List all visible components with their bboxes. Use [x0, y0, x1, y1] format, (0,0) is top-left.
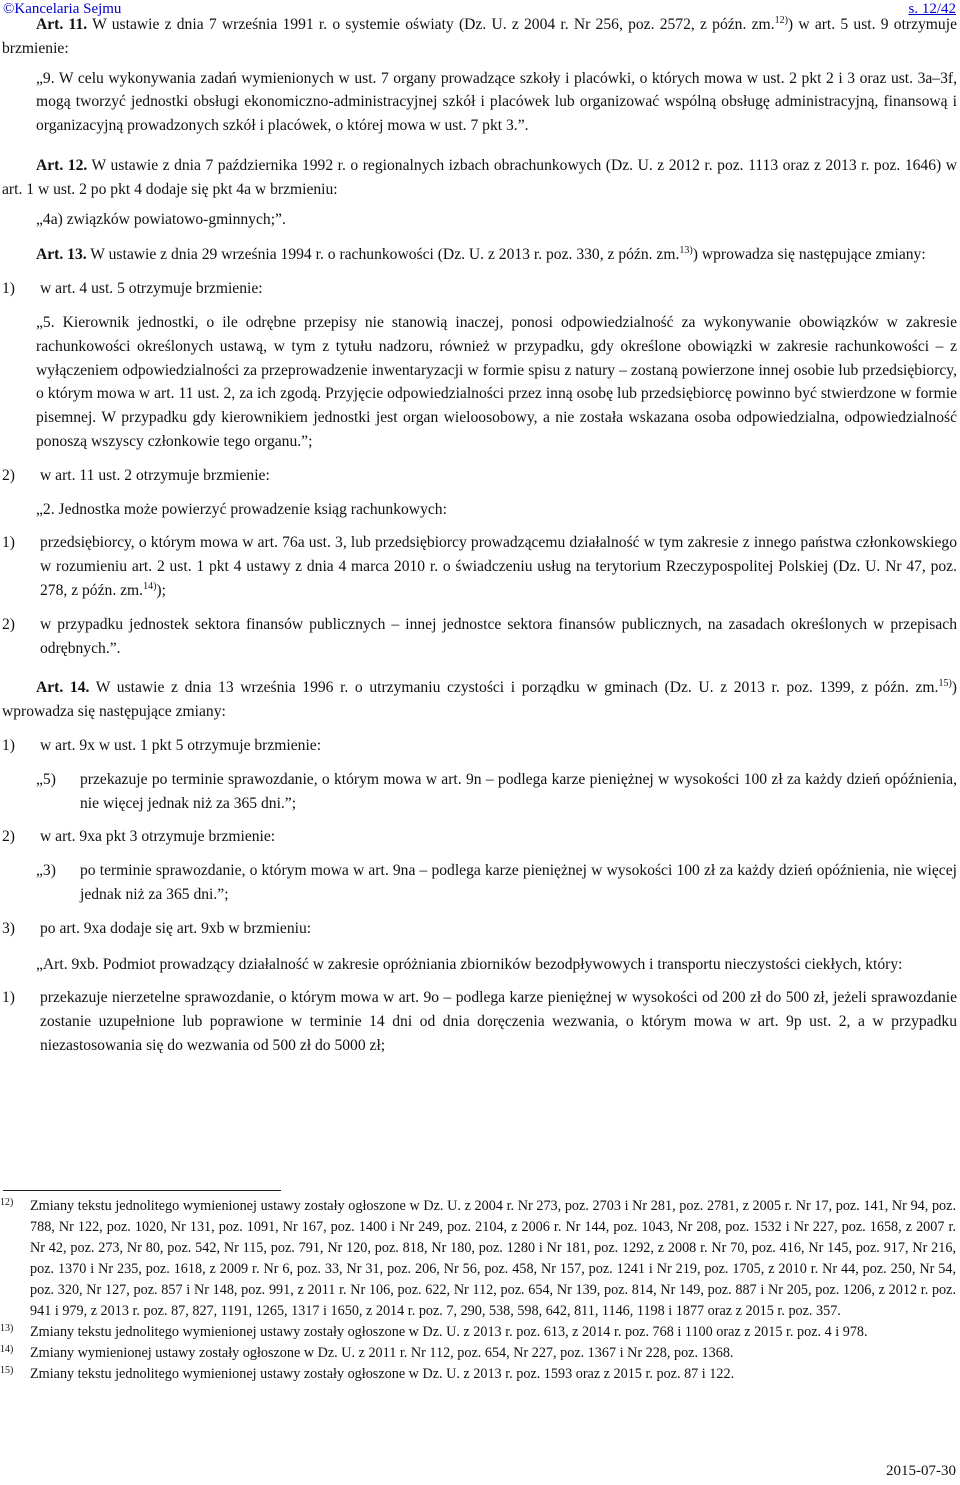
footnotes [0, 1196, 956, 1385]
footnote-12 [0, 1196, 956, 1322]
article-14 [2, 676, 957, 724]
article-13-text-after: ) wprowadza się następujące zmiany: [692, 246, 926, 264]
footnote-number: 12) [0, 1197, 14, 1208]
footnote-14 [0, 1343, 956, 1364]
article-12-quote: „4a) związków powiatowo-gminnych;”. [36, 210, 286, 228]
article-14-label: Art. 14. [36, 679, 90, 697]
quote-number: „5) [36, 770, 56, 788]
footnote-ref-15[interactable]: 15) [938, 678, 952, 690]
item-number: 3) [2, 919, 15, 937]
article-13-label: Art. 13. [36, 246, 87, 264]
quote-text: po terminie sprawozdanie, o którym mowa w art. 9na – podlega karze pieniężnej w wysokości 100 zł za każdy dzień opóźnienia, nie więcej jednak niż za 365 dni.”; [80, 862, 957, 903]
footnote-text: Zmiany wymienionej ustawy zostały ogłoszone w Dz. U. z 2011 r. Nr 112, poz. 654, Nr 227, poz. 1367 i Nr 228, poz. 1368. [30, 1345, 734, 1361]
article-12-text: W ustawie z dnia 7 października 1992 r. o regionalnych izbach obrachunkowych (Dz. U. z 2012 r. poz. 1113 oraz z 2013 r. poz. 1646) w art. 1 w ust. 2 po pkt 4 dodaje się pkt 4a w brzmieniu: [2, 156, 957, 198]
item-text: w przypadku jednostek sektora finansów publicznych – innej jednostce sektora finansów publicznych, na zasadach określonych w przepisach odrębnych.”. [40, 615, 957, 657]
article-13-text: W ustawie z dnia 29 września 1994 r. o rachunkowości (Dz. U. z 2013 r. poz. 330, z późn. zm. [86, 246, 680, 264]
article-13-quote-2-item-1 [2, 531, 957, 602]
footnote-ref-13[interactable]: 13) [679, 245, 693, 257]
item-number: 2) [2, 828, 15, 846]
article-14-quote-3-lead: „Art. 9xb. Podmiot prowadzący działalność w zakresie opróżniania zbiorników bezodpływowych i transportu nieczystości ciekłych, który: [36, 955, 903, 973]
article-11-text-after: ) w art. 5 ust. 9 otrzymuje brzmienie: [2, 16, 957, 57]
item-text: w art. 9x w ust. 1 pkt 5 otrzymuje brzmienie: [40, 736, 322, 754]
article-11-label: Art. 11. [36, 16, 88, 33]
article-12 [2, 154, 957, 202]
document-date: 2015-07-30 [886, 1463, 956, 1479]
article-13 [2, 243, 957, 267]
item-number: 2) [2, 466, 15, 484]
article-14-text: W ustawie z dnia 13 września 1996 r. o utrzymaniu czystości i porządku w gminach (Dz. U. z 2013 r. poz. 1399, z późn. zm. [89, 679, 939, 697]
article-11 [2, 13, 957, 61]
article-13-quote-1: „5. Kierownik jednostki, o ile odrębne przepisy nie stanowią inaczej, ponosi odpowiedzialność za wykonywanie obowiązków w zakresie rachunkowości określonych ustawą, w tym z tytułu nadzoru, również w przypadku, gdy określone obowiązki w zakresie rachunkowości – z wyłączeniem odpowiedzialności za przeprowadzenie inwentaryzacji w formie spisu z natury – zostaną powierzone innej osobie lub przedsiębiorcy, o którym mowa w art. 11 ust. 2, za ich zgodą. Przyjęcie odpowiedzialności przez inną osobę lub przedsiębiorcę powinno być stwierdzone w formie pisemnej. W przypadku gdy kierownikiem jednostki jest organ wieloosobowy, a nie została wskazana osoba odpowiedzialna, odpowiedzialność ponoszą wszyscy członkowie tego organu.”; [36, 313, 957, 450]
item-text: w art. 9xa pkt 3 otrzymuje brzmienie: [40, 828, 276, 846]
article-14-text-after: ) wprowadza się następujące zmiany: [2, 679, 957, 721]
article-13-quote-2-lead: „2. Jednostka może powierzyć prowadzenie ksiąg rachunkowych: [36, 500, 447, 518]
footnote-divider [3, 1190, 281, 1191]
article-13-item-1 [2, 277, 957, 301]
article-12-label: Art. 12. [36, 156, 88, 174]
item-number: 1) [2, 534, 15, 552]
item-number: 1) [2, 989, 15, 1007]
footnote-number: 15) [0, 1365, 14, 1376]
item-number: 1) [2, 280, 15, 298]
item-text: w art. 11 ust. 2 otrzymuje brzmienie: [40, 466, 270, 484]
footnote-text: Zmiany tekstu jednolitego wymienionej ustawy zostały ogłoszone w Dz. U. z 2004 r. Nr 273, poz. 2703 i Nr 281, poz. 2781, z 2005 r. Nr 17, poz. 141, Nr 94, poz. 788, Nr 122, poz. 1020, Nr 131, poz. 1091, Nr 167, poz. 1400 i Nr 249, poz. 2104, z 2006 r. Nr 144, poz. 1043, Nr 208, poz. 1532 i Nr 227, poz. 1658, z 2007 r. Nr 42, poz. 273, Nr 80, poz. 542, Nr 115, poz. 791, Nr 120, poz. 818, Nr 180, poz. 1280 i Nr 181, poz. 1292, z 2008 r. Nr 70, poz. 416, Nr 145, poz. 917, Nr 216, poz. 1370 i Nr 235, poz. 1618, z 2009 r. Nr 6, poz. 33, Nr 31, poz. 206, Nr 56, poz. 458, Nr 157, poz. 1241 i Nr 219, poz. 1705, z 2010 r. Nr 44, poz. 250, Nr 54, poz. 320, Nr 127, poz. 857 i Nr 148, poz. 991, z 2011 r. Nr 106, poz. 622, Nr 112, poz. 654, Nr 139, poz. 814, Nr 149, poz. 887 i Nr 205, poz. 1206, z 2012 r. poz. 941 i 979, z 2013 r. poz. 87, 827, 1191, 1265, 1317 i 1650, z 2014 r. poz. 7, 290, 538, 598, 642, 811, 1146, 1198 i 1877 oraz z 2015 r. poz. 357. [30, 1198, 956, 1319]
article-14-item-3 [2, 917, 957, 941]
item-number: 1) [2, 736, 15, 754]
article-14-item-1 [2, 734, 957, 758]
footnote-number: 13) [0, 1323, 14, 1334]
article-11-text: W ustawie z dnia 7 września 1991 r. o systemie oświaty (Dz. U. z 2004 r. Nr 256, poz. 2572, z późn. zm. [87, 16, 775, 33]
quote-text: przekazuje po terminie sprawozdanie, o którym mowa w art. 9n – podlega karze pieniężnej w wysokości 100 zł za każdy dzień opóźnienia, nie więcej jednak niż za 365 dni.”; [80, 770, 957, 812]
footnote-15 [0, 1364, 956, 1385]
document-body [2, 13, 957, 1058]
article-13-item-2 [2, 464, 957, 488]
article-14-quote-1 [36, 768, 957, 816]
article-11-quote: „9. W celu wykonywania zadań wymienionych w ust. 7 organy prowadzące szkoły i placówki, o których mowa w ust. 2 pkt 2 i 3 oraz ust. 3a–3f, mogą tworzyć jednostki obsługi ekonomiczno-administracyjnej szkół i placówek lub organizować wspólną obsługę administracyjną, finansową i organizacyjną prowadzonych szkół i placówek, o której mowa w ust. 7 pkt 3.”. [36, 69, 957, 135]
footnote-number: 14) [0, 1344, 14, 1355]
item-text [40, 531, 957, 602]
page-number: s. 12/42 [908, 1, 956, 17]
footnote-text: Zmiany tekstu jednolitego wymienionej ustawy zostały ogłoszone w Dz. U. z 2013 r. poz. 613, z 2014 r. poz. 768 i 1100 oraz z 2015 r. poz. 4 i 978. [30, 1324, 868, 1340]
item-text: w art. 4 ust. 5 otrzymuje brzmienie: [40, 280, 263, 298]
footnote-13 [0, 1322, 956, 1343]
article-13-quote-2-item-2 [2, 613, 957, 661]
footnote-ref-12[interactable]: 12) [774, 14, 788, 26]
article-14-quote-2 [36, 859, 957, 907]
article-14-item-2 [2, 825, 957, 849]
publisher-label: ©Kancelaria Sejmu [3, 1, 122, 17]
item-number: 2) [2, 615, 15, 633]
footnote-text: Zmiany tekstu jednolitego wymienionej ustawy zostały ogłoszone w Dz. U. z 2013 r. poz. 1593 oraz z 2015 r. poz. 87 i 122. [30, 1366, 735, 1382]
item-text: po art. 9xa dodaje się art. 9xb w brzmieniu: [40, 919, 312, 937]
article-14-quote-3-item-1 [2, 986, 957, 1057]
footnote-ref-14[interactable]: 14) [143, 580, 157, 592]
quote-number: „3) [36, 862, 56, 880]
item-text-body: przedsiębiorcy, o którym mowa w art. 76a ust. 3, lub przedsiębiorcy prowadzącemu działalność w tym zakresie z innego państwa członkowskiego w rozumieniu art. 2 ust. 1 pkt 4 ustawy z dnia 4 marca 2010 r. o świadczeniu usług na terytorium Rzeczypospolitej Polskiej (Dz. U. Nr 47, poz. 278, z późn. zm. [40, 534, 957, 599]
item-text: przekazuje nierzetelne sprawozdanie, o którym mowa w art. 9o – podlega karze pieniężnej w wysokości od 200 zł do 500 zł, jeżeli sprawozdanie zostanie uzupełnione lub poprawione w terminie 14 dni od dnia doręczenia wezwania, o którym mowa w art. 9p ust. 2, a w przypadku niezastosowania się do wezwania od 500 zł do 5000 zł; [40, 989, 957, 1054]
item-text-after: ); [156, 581, 166, 599]
